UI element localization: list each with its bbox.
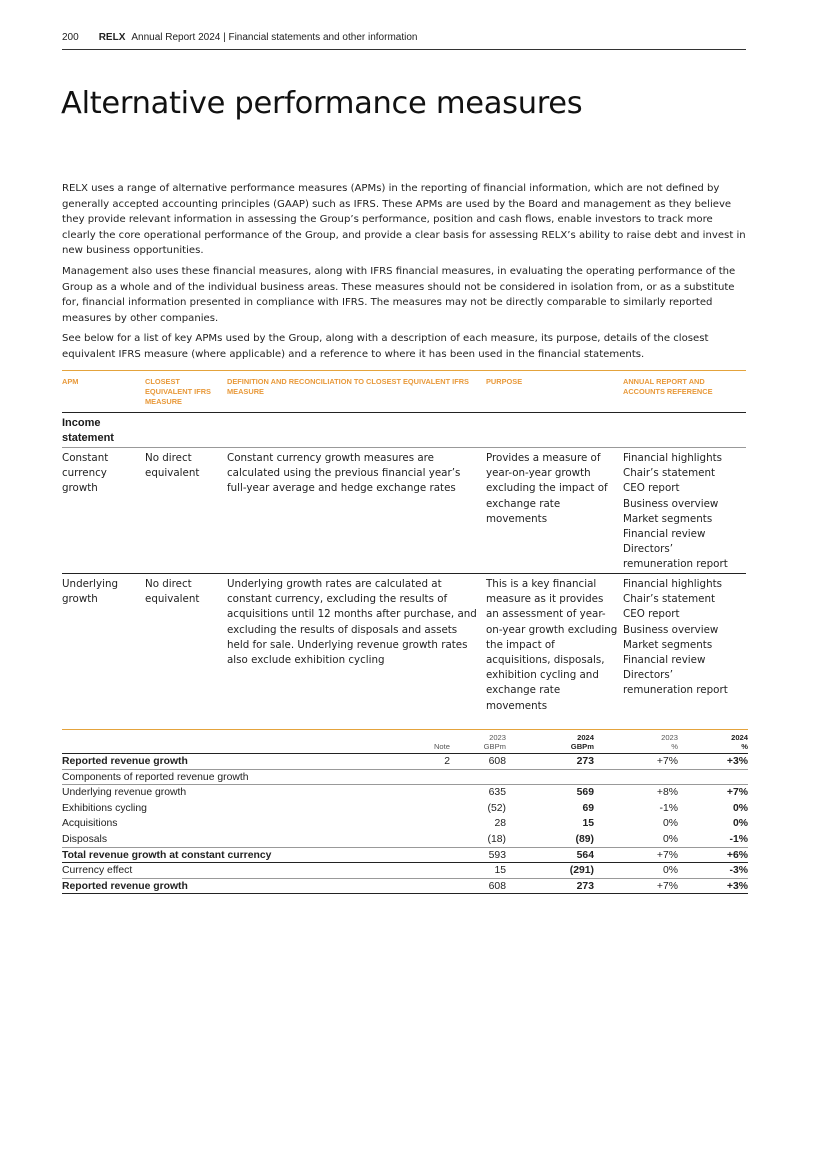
gbp-2023: (18): [487, 833, 506, 845]
reference-item: Market segments: [623, 638, 713, 651]
header-apm: APM: [62, 377, 79, 386]
pct-2023: -1%: [659, 802, 678, 814]
purpose: This is a key financial measure as it provides an assessment of year-on-year growth excluding the impact of acquisitions, disposals, exhibition cycling and exchange rate movements: [486, 578, 618, 712]
apm-name: Underlying growth: [62, 578, 119, 606]
reference-item: Financial highlights: [623, 452, 722, 464]
header-purpose: PURPOSE: [486, 377, 523, 386]
section-heading: Income statement: [62, 417, 114, 444]
gbp-2023: 608: [488, 880, 506, 892]
reference-item: Market segments: [623, 512, 713, 525]
pct-2023: +7%: [656, 849, 678, 861]
gbp-2023: (52): [487, 802, 506, 814]
row-label: Components of reported revenue growth: [62, 771, 249, 783]
reference-item: Directors’ remuneration report: [623, 543, 728, 571]
table-row: [62, 832, 748, 848]
row-label: Total revenue growth at constant currency: [62, 849, 272, 861]
ifrs-equivalent: No direct equivalent: [145, 452, 200, 480]
pct-2024: +3%: [726, 880, 748, 892]
table-row: [62, 879, 748, 895]
revenue-growth-table: [62, 729, 748, 894]
definition: Underlying growth rates are calculated at constant currency, excluding the results of acquisitions until 12 months after purchase, and excluding the results of disposals and assets held for sale. Underlying revenue growth rates also exclude exhibition cycling: [227, 578, 477, 667]
gbp-2024: 69: [582, 802, 594, 814]
definition: Constant currency growth measures are calculated using the previous financial year’s full-year average and hedge exchange rates: [227, 452, 461, 495]
reference-item: Financial review: [623, 654, 706, 667]
revenue-table-header: [62, 730, 748, 754]
reference-item: Directors’ remuneration report: [623, 669, 728, 697]
pct-2024: +7%: [726, 787, 748, 799]
row-label: Disposals: [62, 833, 108, 845]
reference-item: Business overview: [623, 623, 719, 636]
table-row: [62, 785, 748, 801]
pct-2024: -3%: [729, 865, 748, 877]
pct-2024: -1%: [729, 833, 748, 845]
table-row: [62, 770, 748, 786]
header-ifrs: CLOSEST EQUIVALENT IFRS MEASURE: [145, 377, 211, 406]
pct-2023: +8%: [656, 787, 678, 799]
pct-2024: +6%: [726, 849, 748, 861]
gbp-2024: 273: [576, 880, 594, 892]
section-title: Annual Report 2024 | Financial statements and other information: [131, 32, 418, 43]
pct-2023: +7%: [656, 880, 678, 892]
note: [390, 832, 450, 848]
row-label: Exhibitions cycling: [62, 802, 147, 814]
row-label: Reported revenue growth: [62, 880, 188, 892]
note: [390, 879, 450, 895]
col-gbp-2023: 2023 GBPm: [483, 733, 506, 751]
note: [390, 785, 450, 801]
table-row: [62, 574, 746, 729]
apm-name: Constant currency growth: [62, 452, 109, 495]
note: [390, 801, 450, 817]
reference-item: Financial highlights: [623, 578, 722, 590]
page-number: 200: [62, 32, 79, 43]
pct-2023: 0%: [662, 818, 678, 830]
pct-2023: 0%: [662, 865, 678, 877]
row-label: Underlying revenue growth: [62, 787, 187, 799]
page-header: [62, 32, 746, 50]
col-gbp-2024: 2024 GBPm: [570, 733, 594, 751]
intro-paragraph: See below for a list of key APMs used by the Group, along with a description of each measure, its purpose, details of the closest equivalent IFRS measure (where applicable) and a reference to where it has been used in the financial statements.: [62, 333, 709, 360]
reference-item: Financial review: [623, 528, 706, 541]
gbp-2024: (89): [575, 833, 594, 845]
reference-item: Chair’s statement: [623, 467, 716, 480]
col-pct-2024: 2024 %: [731, 733, 748, 751]
table-row: [62, 816, 748, 832]
table-row: [62, 801, 748, 817]
gbp-2024: 273: [576, 756, 594, 767]
pct-2023: +7%: [656, 756, 678, 767]
row-label: Currency effect: [62, 865, 133, 877]
pct-2024: 0%: [732, 802, 748, 814]
table-row: [62, 754, 748, 770]
brand-name: RELX: [98, 32, 126, 43]
pct-2024: +3%: [726, 756, 748, 767]
pct-2024: 0%: [732, 818, 748, 830]
intro-text: [62, 181, 748, 368]
apm-table: [62, 370, 746, 729]
table-row: [62, 863, 748, 879]
table-row: [62, 848, 748, 864]
gbp-2024: 569: [576, 787, 594, 799]
note: [390, 863, 450, 879]
ifrs-equivalent: No direct equivalent: [145, 578, 200, 606]
gbp-2023: 28: [494, 818, 506, 830]
references: [623, 577, 746, 729]
intro-paragraph: Management also uses these financial measures, along with IFRS financial measures, in evaluating the operating performance of the Group as a whole and of the individual business areas. These measures should not be considered in isolation from, or as a substitute for, financial information presented in compliance with IFRS. The measures may not be directly comparable to similarly reported measures by other companies.: [62, 265, 736, 324]
table-row: [62, 448, 746, 574]
gbp-2023: 15: [494, 865, 506, 877]
row-label: Reported revenue growth: [62, 756, 188, 767]
reference-item: Business overview: [623, 497, 719, 510]
reference-item: CEO report: [623, 608, 680, 621]
gbp-2024: (291): [569, 865, 594, 877]
purpose: Provides a measure of year-on-year growth excluding the impact of exchange rate movements: [486, 452, 608, 525]
header-reference: ANNUAL REPORT AND ACCOUNTS REFERENCE: [623, 377, 713, 396]
note: [390, 816, 450, 832]
header-definition: DEFINITION AND RECONCILIATION TO CLOSEST EQUIVALENT IFRS MEASURE: [227, 377, 469, 396]
gbp-2023: 593: [488, 849, 506, 861]
gbp-2024: 564: [576, 849, 594, 861]
references: [623, 451, 746, 573]
reference-item: Chair’s statement: [623, 593, 716, 606]
gbp-2023: 635: [488, 787, 506, 799]
col-pct-2023: 2023 %: [661, 733, 678, 751]
gbp-2024: 15: [582, 818, 594, 830]
col-note: Note: [433, 742, 450, 751]
pct-2023: 0%: [662, 833, 678, 845]
reference-item: CEO report: [623, 482, 680, 495]
gbp-2023: 608: [488, 756, 506, 767]
note: 2: [444, 756, 450, 767]
apm-table-header: [62, 371, 746, 413]
note: [390, 848, 450, 864]
row-label: Acquisitions: [62, 818, 118, 830]
page-title: Alternative performance measures: [61, 86, 583, 121]
intro-paragraph: RELX uses a range of alternative performance measures (APMs) in the reporting of financial information, which are not defined by generally accepted accounting principles (GAAP) such as IFRS. These APMs are used by the Board and management as they believe they provide relevant information in assessing the Group’s performance, position and cash flows, enable investors to track more clearly the core operational performance of the Group, and provide a clear basis for assessing RELX’s ability to raise debt and invest in new business opportunities.: [62, 183, 746, 257]
